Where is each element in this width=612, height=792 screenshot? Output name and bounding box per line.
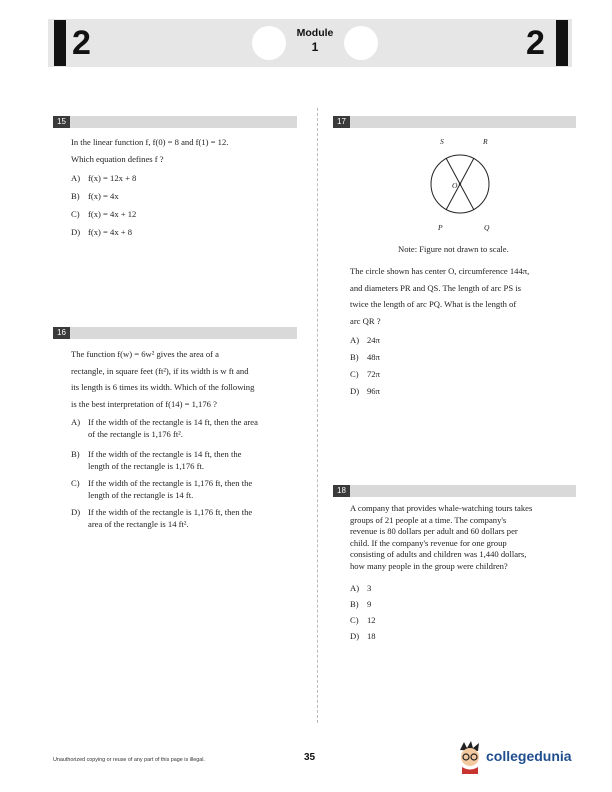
q15-stem-line-2: Which equation defines f ? (71, 153, 164, 164)
q17-stem-line-4: arc QR ? (350, 315, 381, 326)
q18-stem-line-4: child. If the company's revenue for one group (350, 537, 507, 548)
module-indicator (280, 27, 350, 55)
option-letter: D) (350, 631, 360, 641)
q16-stem-line-3: its length is 6 times its width. Which of the following (71, 382, 255, 392)
option-text: f(x) = 4x + 8 (88, 227, 133, 237)
option-line-1: If the width of the rectangle is 1,176 ft, then the (88, 478, 253, 488)
option-letter: C) (71, 478, 80, 488)
option-line-1: If the width of the rectangle is 14 ft, then the area (88, 417, 258, 427)
q16-option-a[interactable] (71, 417, 307, 440)
q17-stem-line-1: The circle shown has center O, circumference 144π, (350, 266, 530, 276)
q15-stem-line-1: In the linear function f, f(0) = 8 and f(1) = 12. (71, 137, 229, 147)
q18-option-c[interactable] (350, 615, 376, 625)
q16-option-c[interactable] (71, 478, 307, 501)
option-letter: B) (350, 599, 359, 609)
option-letter: A) (71, 417, 81, 427)
option-line-1: If the width of the rectangle is 1,176 ft, then the (88, 507, 253, 517)
q17-stem-line-3: twice the length of arc PQ. What is the length of (350, 299, 517, 309)
option-letter: D) (350, 386, 360, 396)
module-label: Module (296, 27, 334, 39)
q16-stem-line-2: rectangle, in square feet (ft²), if its width is w ft and (71, 365, 249, 376)
label-s: S (440, 137, 444, 146)
module-number: 1 (311, 40, 319, 54)
label-p: P (438, 223, 443, 232)
q16-stem-line-1: The function f(w) = 6w² gives the area of a (71, 349, 219, 359)
q17-option-d[interactable] (350, 386, 380, 396)
label-r: R (483, 137, 488, 146)
q17-stem-line-2: and diameters PR and QS. The length of arc PS is (350, 282, 521, 293)
q18-stem-line-6: how many people in the group were children? (350, 560, 508, 571)
option-text: 12 (367, 615, 376, 625)
option-text: f(x) = 12x + 8 (88, 173, 137, 183)
option-letter: D) (71, 507, 81, 517)
option-text: 9 (367, 599, 372, 609)
option-letter: C) (350, 615, 359, 625)
mascot-logo-icon (454, 740, 486, 774)
q17-option-c[interactable] (350, 369, 380, 379)
q18-option-d[interactable] (350, 631, 376, 641)
option-letter: C) (350, 369, 359, 379)
label-o: O (452, 181, 458, 190)
section-number-right: 2 (526, 24, 545, 62)
option-letter: A) (71, 173, 81, 183)
q17-option-a[interactable] (350, 335, 380, 345)
question-17-number: 17 (333, 116, 350, 128)
question-17-stem (350, 263, 576, 329)
q18-stem-line-3: revenue is 80 dollars per adult and 60 dollars per (350, 526, 518, 536)
question-16-number: 16 (53, 327, 70, 339)
option-letter: D) (71, 227, 81, 237)
option-letter: B) (71, 191, 80, 201)
figure-note: Note: Figure not drawn to scale. (398, 244, 509, 254)
question-16-bar (53, 327, 297, 339)
q18-stem-line-2: groups of 21 people at a time. The company's (350, 514, 507, 525)
option-line-2: length of the rectangle is 14 ft. (88, 489, 194, 500)
option-letter: B) (350, 352, 359, 362)
q15-option-c[interactable] (71, 209, 136, 219)
option-text: 3 (367, 583, 372, 593)
section-bar-left (54, 20, 66, 66)
q16-stem-line-4: is the best interpretation of f(14) = 1,176 ? (71, 398, 217, 409)
q18-option-b[interactable] (350, 599, 371, 609)
option-letter: C) (71, 209, 80, 219)
option-text: 72π (367, 369, 380, 379)
q18-stem-line-1: A company that provides whale-watching tours takes (350, 503, 533, 513)
page-number: 35 (304, 752, 316, 763)
center-point (459, 183, 461, 185)
option-line-1: If the width of the rectangle is 14 ft, then the (88, 449, 242, 459)
option-text: f(x) = 4x (88, 191, 119, 201)
option-letter: A) (350, 335, 360, 345)
question-16-stem (71, 346, 307, 412)
option-text: 24π (367, 335, 380, 345)
question-17-bar (333, 116, 576, 128)
q16-option-b[interactable] (71, 449, 307, 472)
mascot-shirt (462, 767, 478, 774)
option-line-2: of the rectangle is 1,176 ft². (88, 428, 183, 439)
question-15-bar (53, 116, 297, 128)
option-line-2: area of the rectangle is 14 ft². (88, 518, 189, 529)
option-letter: B) (71, 449, 80, 459)
question-18-stem (350, 503, 578, 572)
q16-option-d[interactable] (71, 507, 307, 530)
column-divider (317, 108, 318, 723)
q15-option-a[interactable] (71, 173, 136, 183)
question-18-number: 18 (333, 485, 350, 497)
label-q: Q (484, 223, 490, 232)
option-text: 18 (367, 631, 376, 641)
option-letter: A) (350, 583, 360, 593)
copyright-notice: Unauthorized copying or reuse of any part of this page is illegal. (53, 757, 205, 763)
q17-option-b[interactable] (350, 352, 380, 362)
q18-stem-line-5: consisting of adults and children was 1,440 dollars, (350, 549, 527, 559)
question-15-number: 15 (53, 116, 70, 128)
section-bar-right (556, 20, 568, 66)
question-18-bar (333, 485, 576, 497)
q18-option-a[interactable] (350, 583, 371, 593)
option-text: 48π (367, 352, 380, 362)
brand-wordmark: collegedunia (486, 748, 572, 764)
mascot-face (461, 748, 479, 766)
option-text: f(x) = 4x + 12 (88, 209, 137, 219)
q15-option-b[interactable] (71, 191, 119, 201)
circle-figure (410, 133, 510, 235)
q15-option-d[interactable] (71, 227, 132, 237)
option-line-2: length of the rectangle is 1,176 ft. (88, 460, 204, 471)
option-text: 96π (367, 386, 380, 396)
section-number-left: 2 (72, 24, 91, 62)
question-15-stem (71, 134, 301, 167)
